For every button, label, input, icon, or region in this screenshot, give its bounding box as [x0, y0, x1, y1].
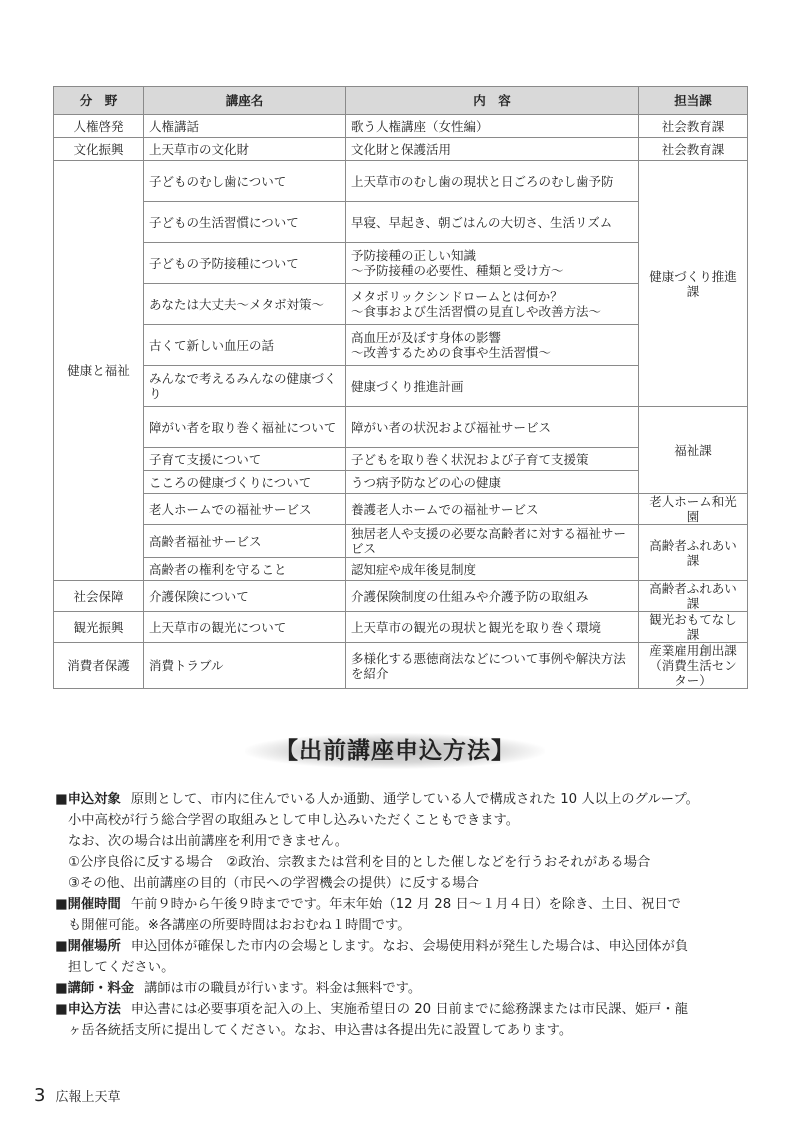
cell-lecture-name: 老人ホームでの福祉サービス: [144, 494, 346, 525]
cell-content: 障がい者の状況および福祉サービス: [346, 407, 639, 448]
header-department: 担当課: [639, 87, 748, 115]
cell-content: 歌う人権講座（女性編）: [346, 115, 639, 138]
target-label: ■申込対象: [55, 792, 121, 807]
cell-content: 高血圧が及ぼす身体の影響 ～改善するための食事や生活習慣～: [346, 325, 639, 366]
venue-text: 申込団体が確保した市内の会場とします。なお、会場使用料が発生した場合は、申込団体が負: [130, 939, 689, 954]
venue-label: ■開催場所: [55, 939, 121, 954]
table-header-row: [54, 87, 748, 115]
method-text: 申込書には必要事項を記入の上、実施希望日の 20 日前までに総務課または市民課、姫戸・龍: [130, 1002, 689, 1017]
cell-content: 早寝、早起き、朝ごはんの大切さ、生活リズム: [346, 202, 639, 243]
time-line: [55, 894, 755, 915]
cell-content: 多様化する悪徳商法などについて事例や解決方法を紹介: [346, 643, 639, 689]
cell-content: 養護老人ホームでの福祉サービス: [346, 494, 639, 525]
cell-lecture-name: あなたは大丈夫～メタボ対策～: [144, 284, 346, 325]
cell-lecture-name: 子どものむし歯について: [144, 161, 346, 202]
cell-field: 観光振興: [54, 612, 144, 643]
target-line-2: 小中高校が行う総合学習の取組みとして申し込みいただくこともできます。: [68, 813, 520, 828]
fee-text: 講師は市の職員が行います。料金は無料です。: [144, 981, 422, 996]
cell-content: 子どもを取り巻く状況および子育て支援策: [346, 448, 639, 471]
cell-field: 消費者保護: [54, 643, 144, 689]
cell-content: 文化財と保護活用: [346, 138, 639, 161]
footer: [34, 1085, 120, 1106]
target-line-5: ③その他、出前講座の目的（市民への学習機会の提供）に反する場合: [68, 876, 479, 891]
target-line-4: ①公序良俗に反する場合 ②政治、宗教または営利を目的とした催しなどを行うおそれがある場合: [68, 855, 651, 870]
cell-field: 健康と福祉: [54, 161, 144, 581]
table-row: [54, 525, 748, 558]
fee-label: ■講師・料金: [55, 981, 135, 996]
cell-department: 産業雇用創出課 （消費生活センター）: [639, 643, 748, 689]
table-row: [54, 612, 748, 643]
cell-content: メタボリックシンドロームとは何か？ ～食事および生活習慣の見直しや改善方法～: [346, 284, 639, 325]
table-row: [54, 581, 748, 612]
cell-department: 高齢者ふれあい課: [639, 581, 748, 612]
cell-department: 観光おもてなし課: [639, 612, 748, 643]
header-lecture-name: 講座名: [144, 87, 346, 115]
cell-lecture-name: 古くて新しい血圧の話: [144, 325, 346, 366]
time-text: 午前９時から午後９時までです。年末年始（12 月 28 日～１月４日）を除き、土日、祝日で: [130, 897, 681, 912]
cell-lecture-name: 高齢者の権利を守ること: [144, 558, 346, 581]
cell-content: うつ病予防などの心の健康: [346, 471, 639, 494]
time-line-2: も開催可能。※各講座の所要時間はおおむね１時間です。: [68, 918, 411, 933]
header-field: 分 野: [54, 87, 144, 115]
cell-field: 社会保障: [54, 581, 144, 612]
target-line: [55, 789, 755, 810]
method-line: [55, 999, 755, 1020]
target-text: 原則として、市内に住んでいる人か通勤、通学している人で構成された 10 人以上のグループ。: [130, 792, 699, 807]
table-row: [54, 138, 748, 161]
cell-content: 上天草市のむし歯の現状と日ごろのむし歯予防: [346, 161, 639, 202]
cell-lecture-name: 上天草市の観光について: [144, 612, 346, 643]
cell-content: 介護保険制度の仕組みや介護予防の取組み: [346, 581, 639, 612]
cell-content: 健康づくり推進計画: [346, 366, 639, 407]
cell-lecture-name: 子どもの生活習慣について: [144, 202, 346, 243]
cell-lecture-name: 高齢者福祉サービス: [144, 525, 346, 558]
venue-line-2: 担してください。: [68, 960, 175, 975]
lecture-table: [53, 86, 748, 689]
cell-lecture-name: 介護保険について: [144, 581, 346, 612]
table-row: [54, 494, 748, 525]
table-row: [54, 643, 748, 689]
cell-field: 人権啓発: [54, 115, 144, 138]
venue-line: [55, 936, 755, 957]
cell-lecture-name: 子育て支援について: [144, 448, 346, 471]
cell-department: 社会教育課: [639, 115, 748, 138]
table-row: [54, 161, 748, 202]
cell-lecture-name: 人権講話: [144, 115, 346, 138]
cell-content: 上天草市の観光の現状と観光を取り巻く環境: [346, 612, 639, 643]
cell-department: 高齢者ふれあい課: [639, 525, 748, 581]
table-body: [54, 115, 748, 689]
cell-lecture-name: みんなで考えるみんなの健康づくり: [144, 366, 346, 407]
cell-content: 認知症や成年後見制度: [346, 558, 639, 581]
fee-line: [55, 978, 755, 999]
cell-lecture-name: こころの健康づくりについて: [144, 471, 346, 494]
cell-content: 独居老人や支援の必要な高齢者に対する福祉サービス: [346, 525, 639, 558]
cell-department: 福祉課: [639, 407, 748, 494]
cell-lecture-name: 上天草市の文化財: [144, 138, 346, 161]
cell-lecture-name: 子どもの予防接種について: [144, 243, 346, 284]
header-content: 内 容: [346, 87, 639, 115]
time-label: ■開催時間: [55, 897, 121, 912]
table-row: [54, 115, 748, 138]
section-title: 【出前講座申込方法】: [245, 733, 545, 769]
application-info: [55, 789, 755, 1041]
table-row: [54, 407, 748, 448]
method-label: ■申込方法: [55, 1002, 121, 1017]
cell-content: 予防接種の正しい知識 ～予防接種の必要性、種類と受け方～: [346, 243, 639, 284]
method-line-2: ヶ岳各統括支所に提出してください。なお、申込書は各提出先に設置してあります。: [68, 1023, 573, 1038]
target-line-3: なお、次の場合は出前講座を利用できません。: [68, 834, 349, 849]
publication-name: 広報上天草: [55, 1090, 121, 1105]
page-number: 3: [34, 1085, 46, 1106]
cell-department: 老人ホーム和光園: [639, 494, 748, 525]
cell-department: 社会教育課: [639, 138, 748, 161]
cell-lecture-name: 障がい者を取り巻く福祉について: [144, 407, 346, 448]
cell-lecture-name: 消費トラブル: [144, 643, 346, 689]
cell-field: 文化振興: [54, 138, 144, 161]
cell-department: 健康づくり推進課: [639, 161, 748, 407]
